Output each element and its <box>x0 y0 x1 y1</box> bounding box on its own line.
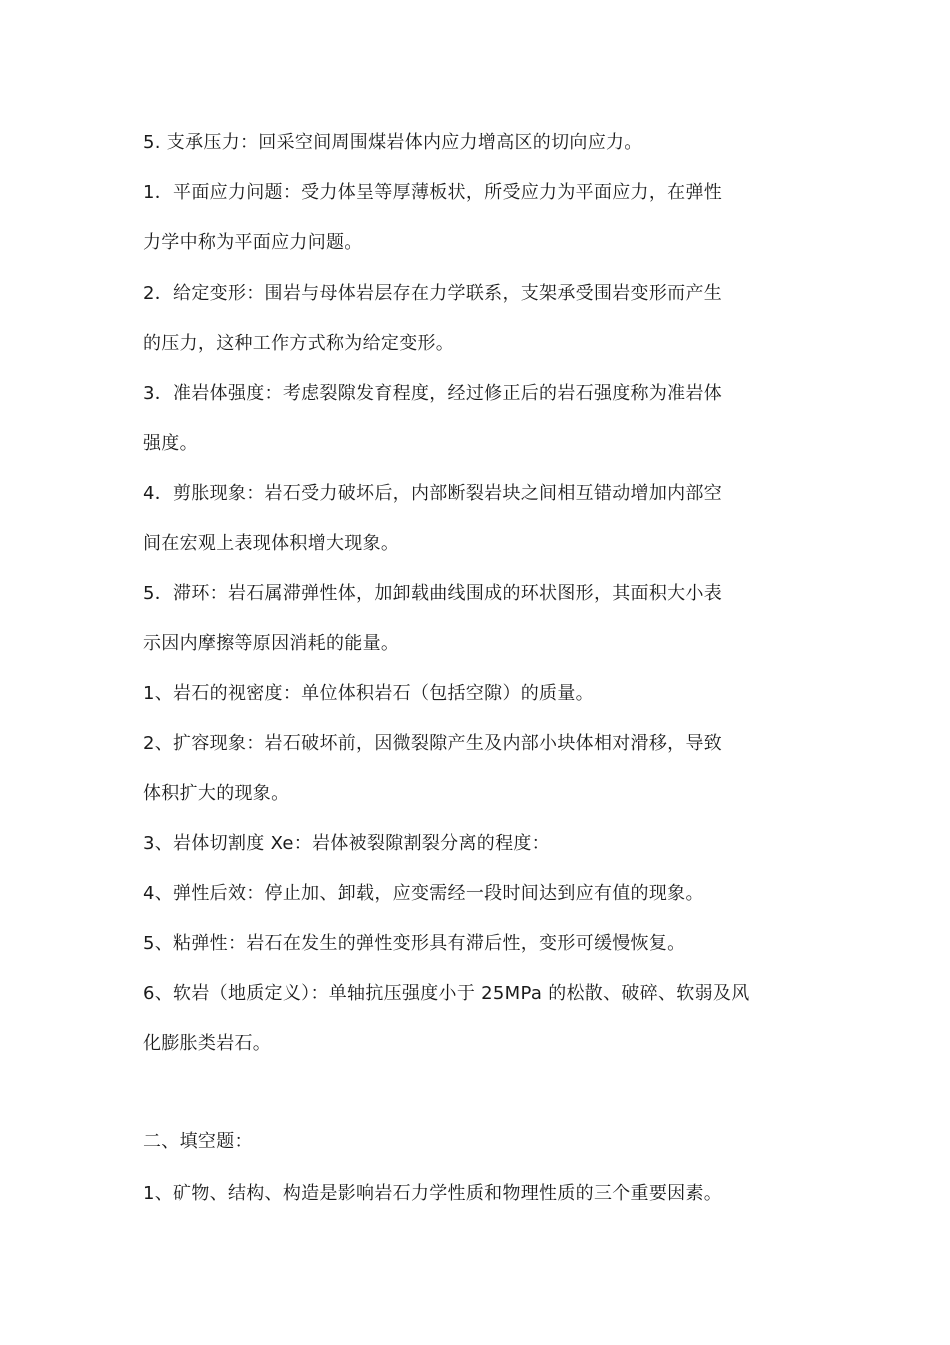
text-line-given-deformation: 2．给定变形：围岩与母体岩层存在力学联系，支架承受围岩变形而产生 <box>143 283 723 304</box>
text-line-apparent-density: 1、岩石的视密度：单位体积岩石（包括空隙）的质量。 <box>143 683 594 704</box>
text-line-soft-rock-cont: 化膨胀类岩石。 <box>143 1033 272 1054</box>
text-line-fill-in-1: 1、矿物、结构、构造是影响岩石力学性质和物理性质的三个重要因素。 <box>143 1183 723 1204</box>
text-line-given-deformation-cont: 的压力，这种工作方式称为给定变形。 <box>143 333 455 354</box>
text-line-quasi-rock-strength: 3．准岩体强度：考虑裂隙发育程度，经过修正后的岩石强度称为准岩体 <box>143 383 723 404</box>
text-line-dilation-cont: 体积扩大的现象。 <box>143 783 290 804</box>
text-line-hysteresis: 5．滞环：岩石属滞弹性体，加卸载曲线围成的环状图形，其面积大小表 <box>143 583 723 604</box>
text-line-quasi-rock-strength-cont: 强度。 <box>143 433 198 454</box>
text-line-support-pressure: 5. 支承压力：回采空间周围煤岩体内应力增高区的切向应力。 <box>143 132 643 153</box>
text-line-plane-stress-cont: 力学中称为平面应力问题。 <box>143 232 363 253</box>
text-line-soft-rock: 6、软岩（地质定义）：单轴抗压强度小于 25MPa 的松散、破碎、软弱及风 <box>143 983 750 1004</box>
text-line-dilation: 2、扩容现象：岩石破坏前，因微裂隙产生及内部小块体相对滑移，导致 <box>143 733 723 754</box>
text-line-cutting-degree: 3、岩体切割度 Xe：岩体被裂隙割裂分离的程度： <box>143 833 550 854</box>
text-line-hysteresis-cont: 示因内摩擦等原因消耗的能量。 <box>143 633 400 654</box>
text-line-plane-stress: 1．平面应力问题：受力体呈等厚薄板状，所受应力为平面应力，在弹性 <box>143 182 723 203</box>
text-line-elastic-aftereffect: 4、弹性后效：停止加、卸载，应变需经一段时间达到应有值的现象。 <box>143 883 704 904</box>
text-line-viscoelasticity: 5、粘弹性：岩石在发生的弹性变形具有滞后性，变形可缓慢恢复。 <box>143 933 686 954</box>
section-heading-fill-in: 二、填空题： <box>143 1131 253 1152</box>
text-line-dilatancy-cont: 间在宏观上表现体积增大现象。 <box>143 533 400 554</box>
text-line-dilatancy: 4．剪胀现象：岩石受力破坏后，内部断裂岩块之间相互错动增加内部空 <box>143 483 723 504</box>
